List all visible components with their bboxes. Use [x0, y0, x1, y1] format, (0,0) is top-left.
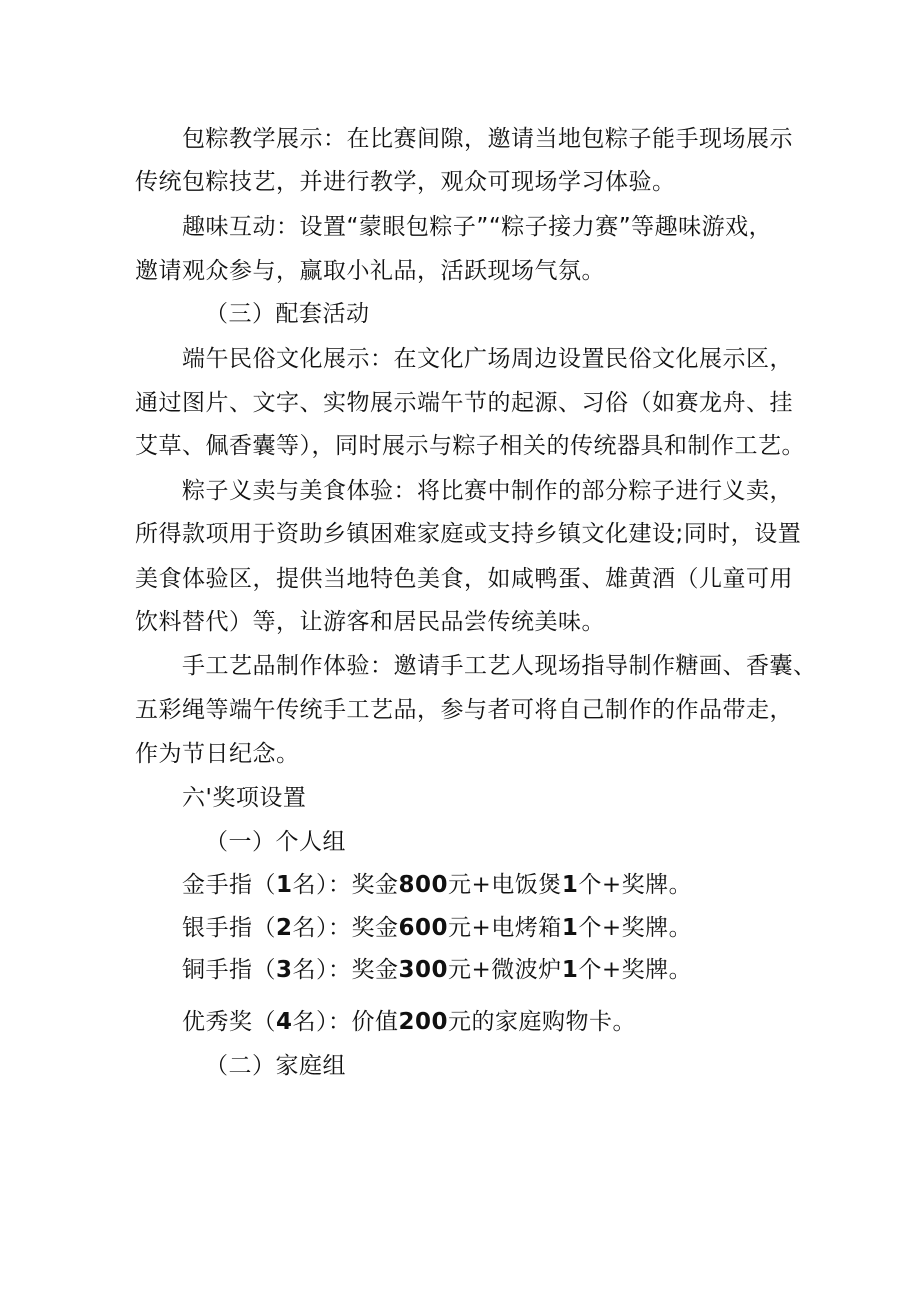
- award-amount: 600: [398, 915, 449, 941]
- award-qty: 1: [561, 915, 579, 941]
- paragraph-line: 传统包粽技艺，并进行教学，观众可现场学习体验。: [135, 169, 676, 195]
- paragraph-line: 美食体验区，提供当地特色美食，如咸鸭蛋、雄黄酒（儿童可用: [135, 566, 793, 592]
- award-qty: 1: [561, 957, 579, 983]
- award-name: 银手指（: [182, 915, 276, 941]
- paragraph-line: 艾草、佩香囊等），同时展示与粽子相关的传统器具和制作工艺。: [135, 433, 805, 459]
- paragraph-line: 所得款项用于资助乡镇困难家庭或支持乡镇文化建设;同时，设置: [135, 521, 802, 547]
- award-count: 2: [276, 915, 293, 941]
- award-name: 铜手指（: [182, 957, 276, 983]
- award-text: 元+电饭煲: [448, 872, 562, 898]
- award-name: 优秀奖（: [182, 1009, 276, 1035]
- award-text: 元+微波炉: [448, 957, 562, 983]
- award-text: 名）：价值: [292, 1009, 399, 1035]
- award-amount: 300: [398, 957, 449, 983]
- paragraph-line: 趣味互动：设置“蒙眼包粽子”“粽子接力赛”等趣味游戏，: [182, 214, 773, 240]
- paragraph-line: 饮料替代）等，让游客和居民品尝传统美味。: [135, 609, 605, 635]
- section-heading: 六'奖项设置: [182, 785, 307, 811]
- paragraph-line: 手工艺品制作体验：邀请手工艺人现场指导制作糖画、香囊、: [182, 653, 817, 679]
- award-count: 1: [276, 872, 293, 898]
- award-line-bronze: [182, 955, 692, 985]
- award-text: 元+电烤箱: [448, 915, 562, 941]
- paragraph-line: 端午民俗文化展示：在文化广场周边设置民俗文化展示区，: [182, 346, 793, 372]
- award-text: 名）：奖金: [292, 872, 399, 898]
- award-text: 元的家庭购物卡。: [448, 1009, 637, 1035]
- award-amount: 800: [398, 872, 449, 898]
- paragraph-line: 五彩绳等端午传统手工艺品，参与者可将自己制作的作品带走，: [135, 697, 793, 723]
- award-text: 个+奖牌。: [578, 915, 693, 941]
- award-name: 金手指（: [182, 872, 276, 898]
- subsection-heading: （二）家庭组: [205, 1053, 346, 1079]
- paragraph-line: 粽子义卖与美食体验：将比赛中制作的部分粽子进行义卖，: [182, 478, 793, 504]
- paragraph-line: 邀请观众参与，赢取小礼品，活跃现场气氛。: [135, 258, 605, 284]
- award-amount: 200: [398, 1009, 449, 1035]
- award-qty: 1: [561, 872, 579, 898]
- paragraph-line: 通过图片、文字、实物展示端午节的起源、习俗（如赛龙舟、挂: [135, 390, 793, 416]
- award-text: 名）：奖金: [292, 915, 399, 941]
- award-count: 4: [276, 1009, 293, 1035]
- paragraph-line: 包粽教学展示：在比赛间隙，邀请当地包粽子能手现场展示: [182, 126, 793, 152]
- award-text: 个+奖牌。: [578, 872, 693, 898]
- award-line-silver: [182, 913, 692, 943]
- subsection-heading: （一）个人组: [205, 829, 346, 855]
- award-text: 个+奖牌。: [578, 957, 693, 983]
- section-heading: （三）配套活动: [205, 301, 370, 327]
- award-count: 3: [276, 957, 293, 983]
- paragraph-line: 作为节日纪念。: [135, 741, 300, 767]
- award-line-gold: [182, 870, 692, 900]
- award-text: 名）：奖金: [292, 957, 399, 983]
- award-line-excellent: [182, 1007, 636, 1037]
